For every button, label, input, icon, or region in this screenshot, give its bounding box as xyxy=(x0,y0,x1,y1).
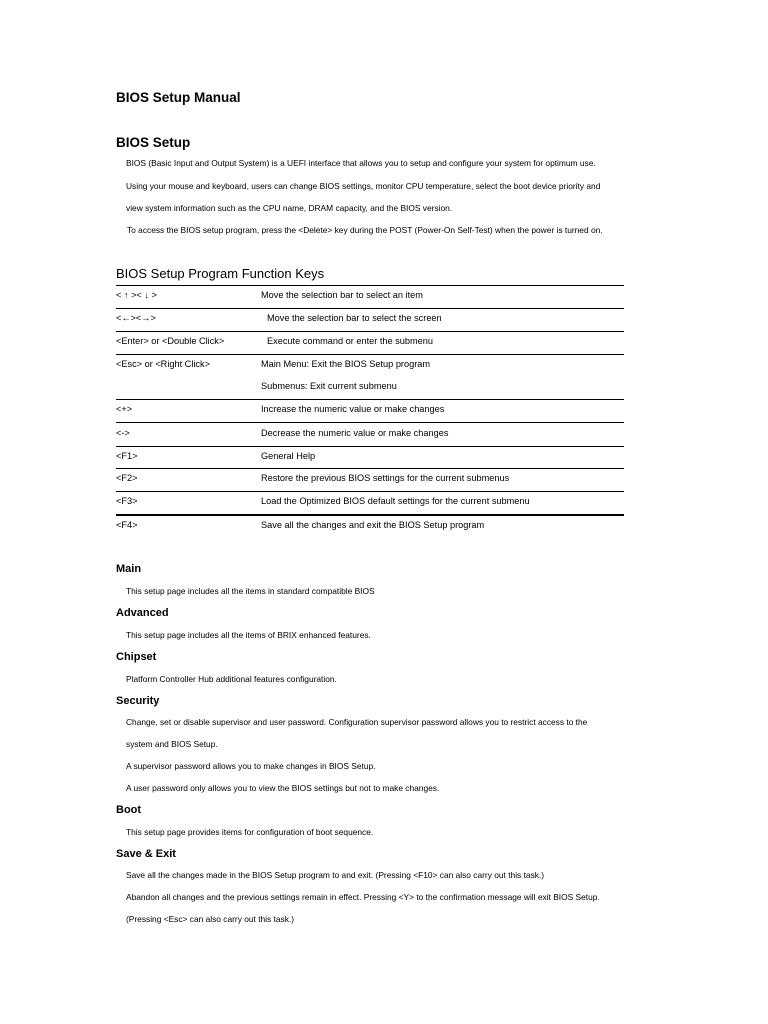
function-key-description: Restore the previous BIOS settings for the current submenus xyxy=(261,473,510,483)
table-rule xyxy=(116,422,624,423)
function-key-description: Submenus: Exit current submenu xyxy=(261,381,397,391)
boot-heading: Boot xyxy=(116,804,142,816)
save-exit-description: (Pressing <Esc> can also carry out this task.) xyxy=(126,914,295,924)
save-exit-description: Abandon all changes and the previous settings remain in effect. Pressing <Y> to the confirmation message will exit BIOS Setup. xyxy=(126,892,600,902)
function-key: <Esc> or <Right Click> xyxy=(116,359,210,369)
function-key-description: Move the selection bar to select an item xyxy=(261,290,423,300)
function-key: <+> xyxy=(116,404,133,414)
intro-paragraph-line: Using your mouse and keyboard, users can change BIOS settings, monitor CPU temperature, select the boot device priority and xyxy=(126,181,601,191)
bios-setup-heading: BIOS Setup xyxy=(116,135,191,150)
table-rule xyxy=(116,285,624,286)
function-key-description: Main Menu: Exit the BIOS Setup program xyxy=(261,359,431,369)
intro-paragraph-line: view system information such as the CPU name, DRAM capacity, and the BIOS version. xyxy=(126,203,453,213)
function-key: <F2> xyxy=(116,473,138,483)
intro-paragraph-line: BIOS (Basic Input and Output System) is a UEFI interface that allows you to setup and configure your system for optimum use. xyxy=(126,158,596,168)
security-description: system and BIOS Setup. xyxy=(126,739,218,749)
main-description: This setup page includes all the items in standard compatible BIOS xyxy=(126,586,375,596)
table-rule xyxy=(116,491,624,492)
function-key-description: General Help xyxy=(261,451,316,461)
security-heading: Security xyxy=(116,695,160,707)
table-rule xyxy=(116,308,624,309)
function-key-description: Save all the changes and exit the BIOS Setup program xyxy=(261,520,485,530)
document-title: BIOS Setup Manual xyxy=(116,90,241,105)
table-rule xyxy=(116,399,624,400)
function-key: <-> xyxy=(116,428,130,438)
function-key: < ↑ >< ↓ > xyxy=(116,290,157,300)
table-rule xyxy=(116,446,624,447)
table-rule xyxy=(116,331,624,332)
intro-paragraph-line: To access the BIOS setup program, press the <Delete> key during the POST (Power-On Self-Test) when the power is turned on. xyxy=(127,225,603,235)
table-rule xyxy=(116,514,624,516)
function-key: <←><→> xyxy=(116,313,156,323)
chipset-description: Platform Controller Hub additional features configuration. xyxy=(126,674,337,684)
function-key-description: Move the selection bar to select the screen xyxy=(267,313,442,323)
boot-description: This setup page provides items for configuration of boot sequence. xyxy=(126,827,374,837)
advanced-heading: Advanced xyxy=(116,607,169,619)
function-key: <F4> xyxy=(116,520,138,530)
function-key: <F1> xyxy=(116,451,138,461)
save-exit-description: Save all the changes made in the BIOS Setup program to and exit. (Pressing <F10> can also carry out this task.) xyxy=(126,870,545,880)
security-description: A user password only allows you to view the BIOS settings but not to make changes. xyxy=(126,783,440,793)
function-keys-heading: BIOS Setup Program Function Keys xyxy=(116,266,325,281)
security-description: A supervisor password allows you to make changes in BIOS Setup. xyxy=(126,761,376,771)
chipset-heading: Chipset xyxy=(116,651,157,663)
function-key-description: Increase the numeric value or make changes xyxy=(261,404,445,414)
function-key: <F3> xyxy=(116,496,138,506)
function-key-description: Load the Optimized BIOS default settings for the current submenu xyxy=(261,496,530,506)
table-rule xyxy=(116,468,624,469)
function-key-description: Execute command or enter the submenu xyxy=(267,336,433,346)
advanced-description: This setup page includes all the items of BRIX enhanced features. xyxy=(126,630,371,640)
main-heading: Main xyxy=(116,563,142,575)
function-key-description: Decrease the numeric value or make changes xyxy=(261,428,449,438)
save-exit-heading: Save & Exit xyxy=(116,848,176,860)
function-key: <Enter> or <Double Click> xyxy=(116,336,225,346)
security-description: Change, set or disable supervisor and user password. Configuration supervisor password allows you to restrict access to the xyxy=(126,717,588,727)
table-rule xyxy=(116,354,624,355)
